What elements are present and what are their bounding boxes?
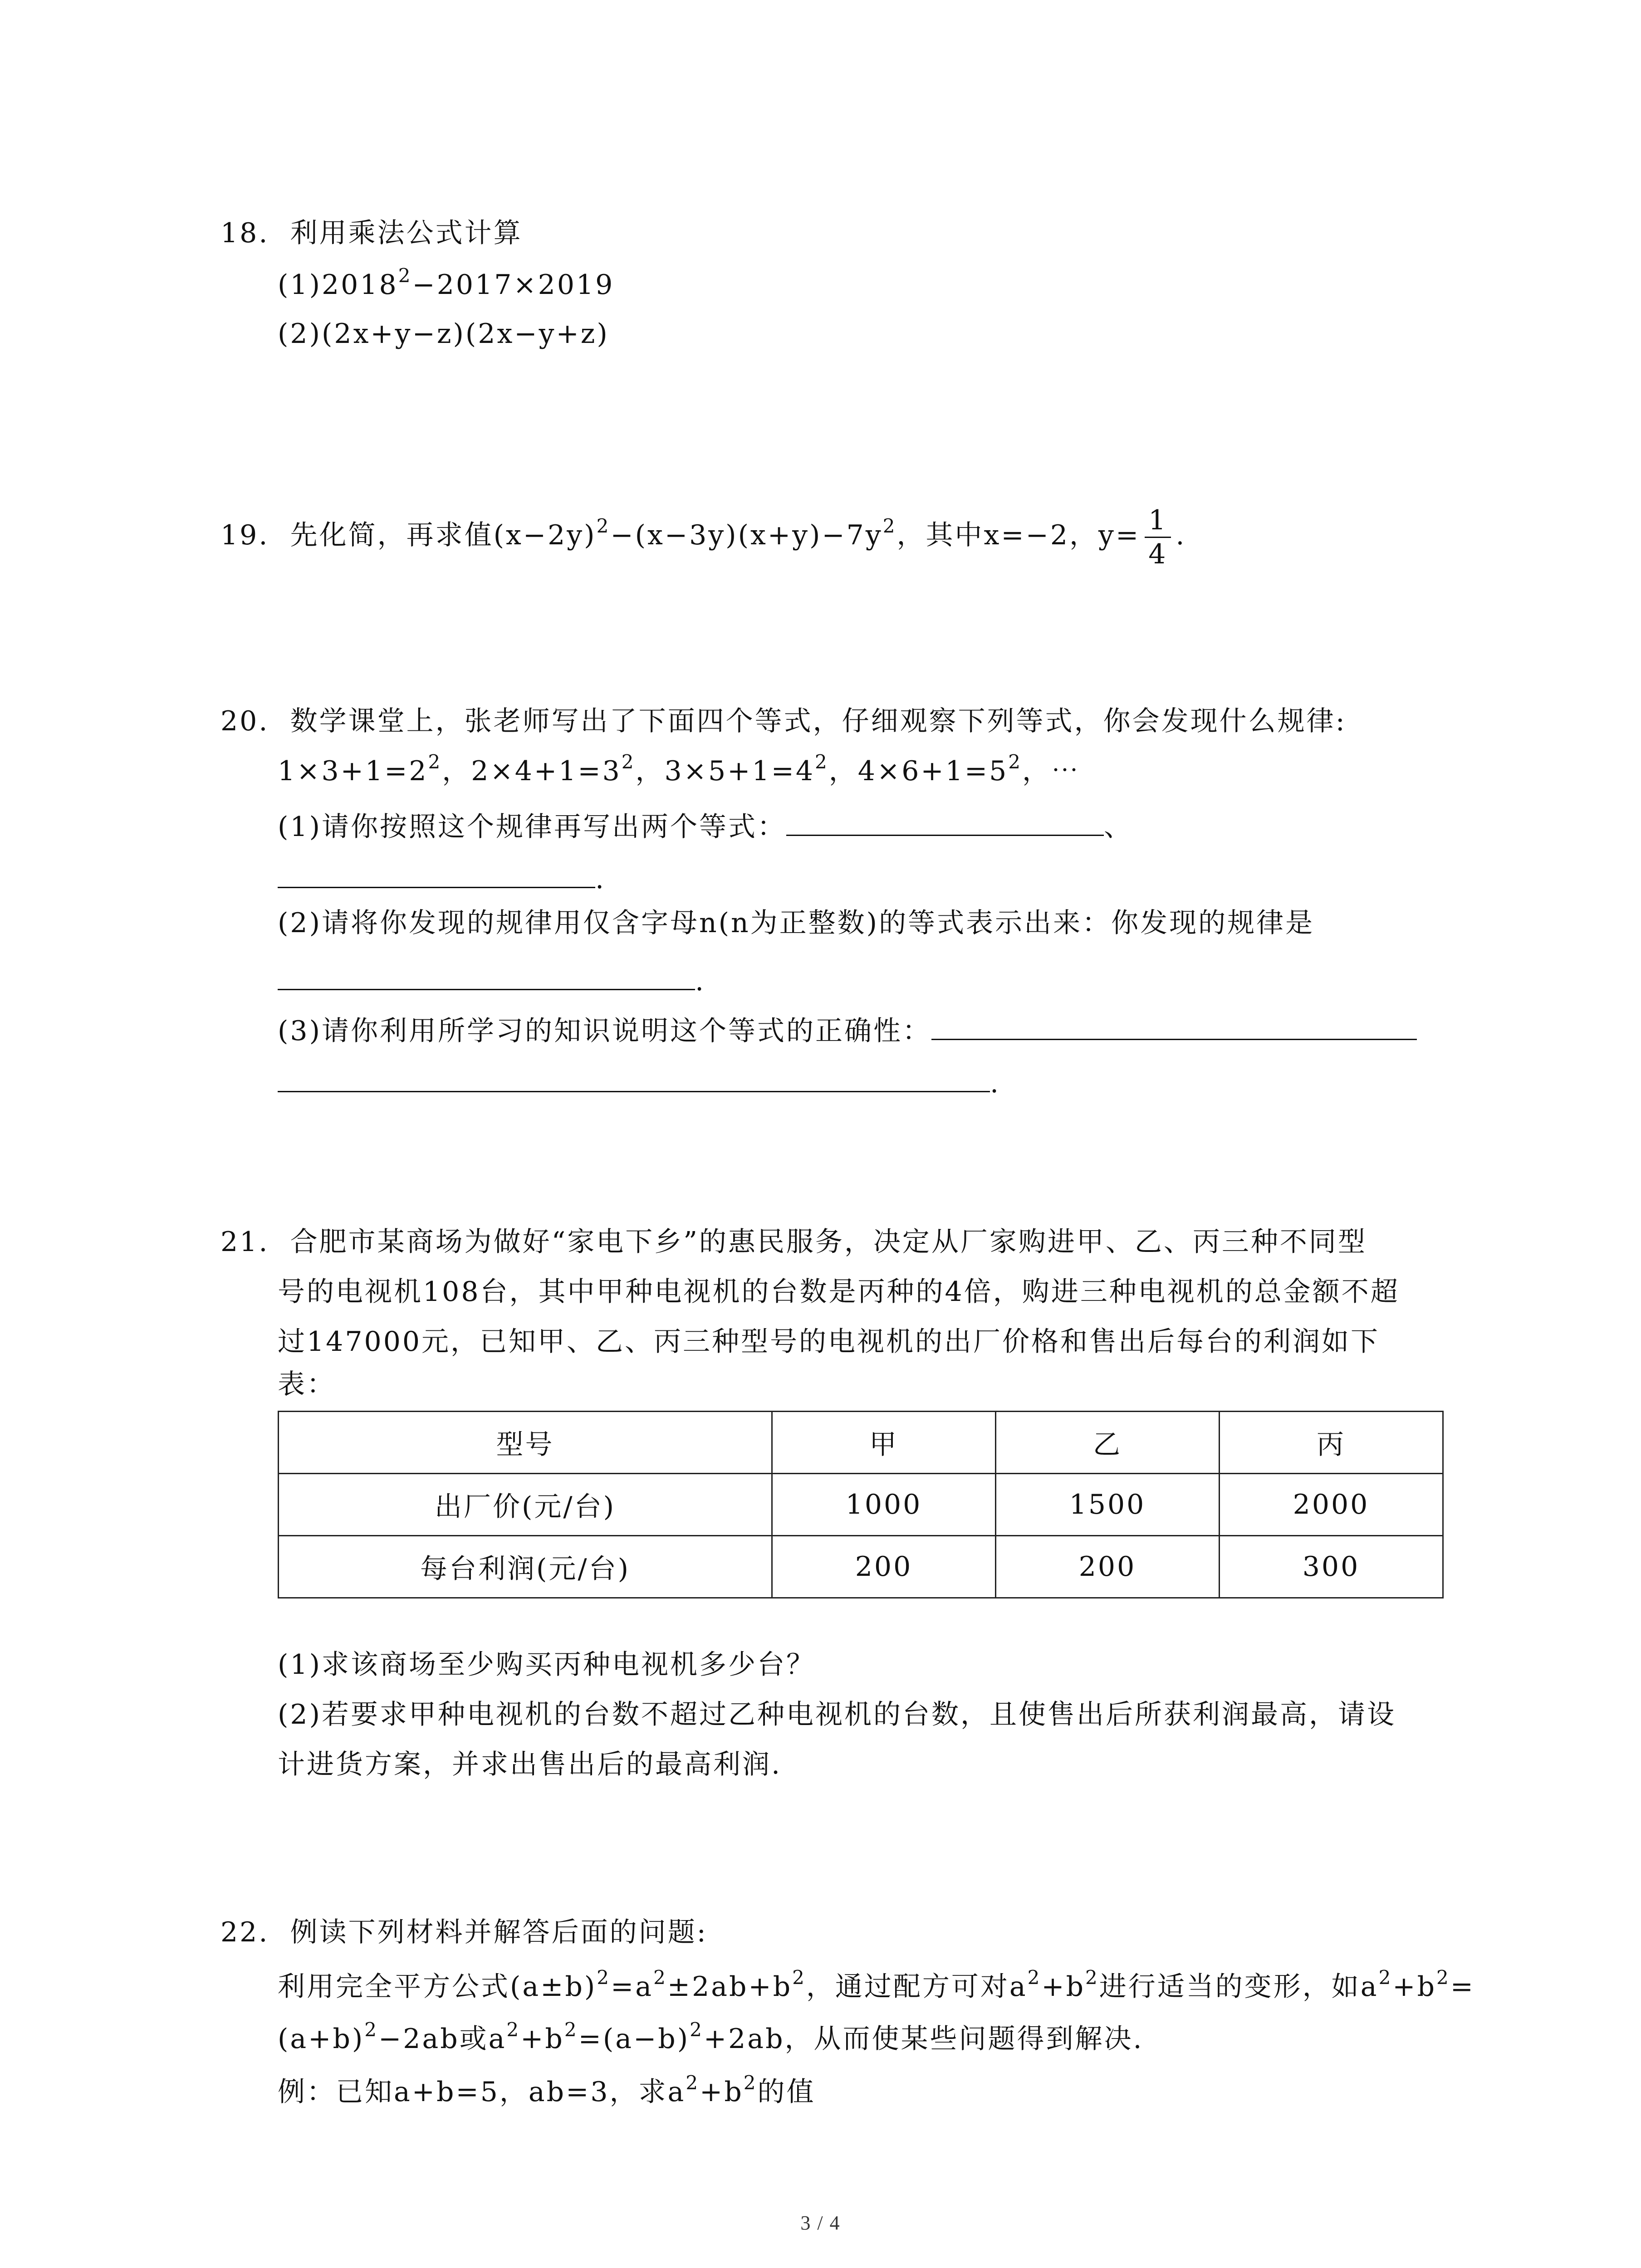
q20-intro xyxy=(220,703,1347,739)
q18-heading xyxy=(220,215,523,251)
q20-part3-blank-1[interactable] xyxy=(931,1007,1417,1040)
q21-sub-2-text: (2)若要求甲种电视机的台数不超过乙种电视机的台数，且使售出后所获利润最高，请设 xyxy=(278,1699,1396,1730)
q19-fraction xyxy=(1145,504,1171,571)
table-cell: 1500 xyxy=(996,1474,1220,1536)
table-row xyxy=(279,1536,1443,1598)
q18-part1-rest: −2017×2019 xyxy=(412,269,615,301)
q22-l1g: +b xyxy=(1392,1971,1436,2003)
q20-eq3-exp: 2 xyxy=(815,751,829,773)
q20-part1 xyxy=(278,803,1133,845)
q22-l1d: ，通过配方可对a xyxy=(806,1971,1028,2003)
q21-text-4: 表： xyxy=(278,1369,336,1400)
q21-text-2: 号的电视机108台，其中甲种电视机的台数是丙种的4倍，购进三种电视机的总金额不超 xyxy=(278,1276,1400,1308)
table-row xyxy=(279,1474,1443,1536)
q21-line-2 xyxy=(278,1274,1400,1310)
q20-eq2: ，2×4+1=3 xyxy=(442,755,622,787)
q22-heading xyxy=(220,1914,708,1950)
q20-part1-blank-2[interactable] xyxy=(278,855,595,888)
q20-part3-cont xyxy=(278,1059,1000,1101)
q22-l3b: +b xyxy=(700,2076,744,2108)
q18-title: 利用乘法公式计算 xyxy=(290,217,523,249)
q21-line-3 xyxy=(278,1324,1380,1360)
q20-eq1: 1×3+1=2 xyxy=(278,755,428,787)
q20-part2-blank[interactable] xyxy=(278,957,695,990)
table-header-jia: 甲 xyxy=(772,1412,996,1474)
q18-part1 xyxy=(278,264,615,303)
q22-l2d: =(a−b) xyxy=(578,2023,690,2055)
q21-sub-1-text: (1)求该商场至少购买丙种电视机多少台？ xyxy=(278,1649,815,1681)
q22-exp: 2 xyxy=(743,2072,758,2094)
q22-exp: 2 xyxy=(686,2072,700,2094)
q22-exp: 2 xyxy=(1027,1966,1042,1989)
q22-l1b: =a xyxy=(611,1971,654,2003)
q18-part1-exponent: 2 xyxy=(398,264,412,287)
table-header-row xyxy=(279,1412,1443,1474)
q22-exp: 2 xyxy=(364,2019,379,2041)
q21-sub-1 xyxy=(278,1647,815,1683)
q22-exp: 2 xyxy=(564,2019,578,2041)
q19-exp-2: 2 xyxy=(882,515,897,537)
q22-line-1 xyxy=(278,1966,1475,2005)
q22-line-2 xyxy=(278,2021,1144,2057)
q22-number: 22. xyxy=(220,1916,269,1948)
q20-eq4-exp: 2 xyxy=(1008,751,1022,773)
q22-line-3 xyxy=(278,2074,815,2110)
q20-equations xyxy=(278,753,1080,789)
q20-intro-text: 数学课堂上，张老师写出了下面四个等式，仔细观察下列等式，你会发现什么规律: xyxy=(290,705,1347,737)
q20-eq-ellipsis: ，⋯ xyxy=(1022,755,1080,787)
q20-number: 20. xyxy=(220,705,269,737)
q20-part1-period: . xyxy=(595,863,606,895)
q21-text-1: 合肥市某商场为做好“家电下乡”的惠民服务，决定从厂家购进甲、乙、丙三种不同型 xyxy=(290,1226,1367,1258)
q20-part2 xyxy=(278,905,1314,941)
q19-exp-1: 2 xyxy=(596,515,611,537)
q20-eq4: ，4×6+1=5 xyxy=(828,755,1009,787)
q20-part3-blank-2[interactable] xyxy=(278,1059,990,1092)
q20-part2-period: . xyxy=(695,965,706,997)
q19-text-1: 先化简，再求值(x−2y) xyxy=(290,519,597,551)
price-table xyxy=(278,1411,1444,1598)
table-cell: 300 xyxy=(1220,1536,1443,1598)
q22-l1h: = xyxy=(1450,1971,1475,2003)
q22-l2c: +b xyxy=(520,2023,564,2055)
q19-text-3: ，其中x=−2，y= xyxy=(896,519,1141,551)
q19-fraction-numerator: 1 xyxy=(1145,504,1171,538)
q22-exp: 2 xyxy=(1378,1966,1393,1989)
q20-part3-period: . xyxy=(990,1067,1001,1099)
q22-exp: 2 xyxy=(506,2019,521,2041)
q20-part2-text: (2)请将你发现的规律用仅含字母n(n为正整数)的等式表示出来：你发现的规律是 xyxy=(278,907,1315,939)
table-cell-label: 出厂价(元/台) xyxy=(279,1474,772,1536)
table-cell: 200 xyxy=(772,1536,996,1598)
q20-part2-cont xyxy=(278,957,705,999)
q22-exp: 2 xyxy=(653,1966,667,1989)
q22-exp: 2 xyxy=(792,1966,806,1989)
q19-text-4: . xyxy=(1176,519,1186,551)
q18-part2-text: (2)(2x+y−z)(2x−y+z) xyxy=(278,318,609,350)
table-header-model: 型号 xyxy=(279,1412,772,1474)
q20-eq1-exp: 2 xyxy=(428,751,442,773)
q22-l1c: ±2ab+b xyxy=(667,1971,793,2003)
table-cell: 2000 xyxy=(1220,1474,1443,1536)
q21-line-4 xyxy=(278,1366,336,1403)
q21-sub-2 xyxy=(278,1696,1396,1733)
q21-line-1 xyxy=(220,1224,1367,1260)
q22-l3a: 例：已知a+b=5，ab=3，求a xyxy=(278,2076,686,2108)
q22-l2b: −2ab或a xyxy=(378,2023,507,2055)
q22-exp: 2 xyxy=(1436,1966,1450,1989)
q18-number: 18. xyxy=(220,217,269,249)
table-cell: 200 xyxy=(996,1536,1220,1598)
q20-eq2-exp: 2 xyxy=(621,751,636,773)
q19-text-2: −(x−3y)(x+y)−7y xyxy=(610,519,883,551)
table-cell: 1000 xyxy=(772,1474,996,1536)
q22-exp: 2 xyxy=(597,1966,611,1989)
q22-l1f: 进行适当的变形，如a xyxy=(1099,1971,1379,2003)
q20-part1-text: (1)请你按照这个规律再写出两个等式： xyxy=(278,811,786,843)
q20-eq3: ，3×5+1=4 xyxy=(635,755,815,787)
q22-exp: 2 xyxy=(690,2019,704,2041)
table-header-bing: 丙 xyxy=(1220,1412,1443,1474)
q21-sub-2-cont xyxy=(278,1746,782,1783)
q21-number: 21. xyxy=(220,1226,269,1258)
q19-number: 19. xyxy=(220,519,269,551)
q22-l1a: 利用完全平方公式(a±b) xyxy=(278,1971,597,2003)
q18-part2 xyxy=(278,316,609,352)
q20-part3 xyxy=(278,1007,1417,1049)
q20-part1-cont xyxy=(278,855,606,897)
q21-text-3: 过147000元，已知甲、乙、丙三种型号的电视机的出厂价格和售出后每台的利润如下 xyxy=(278,1326,1380,1358)
q22-l3c: 的值 xyxy=(757,2076,816,2108)
table-cell-label: 每台利润(元/台) xyxy=(279,1536,772,1598)
q22-exp: 2 xyxy=(1085,1966,1099,1989)
q22-l2a: (a+b) xyxy=(278,2023,365,2055)
q21-sub-2-text-cont: 计进货方案，并求出售出后的最高利润. xyxy=(278,1749,782,1780)
q20-part1-blank-1[interactable] xyxy=(786,803,1104,836)
q19-fraction-denominator: 4 xyxy=(1148,538,1168,570)
q22-l2e: +2ab，从而使某些问题得到解决. xyxy=(703,2023,1144,2055)
q22-l1e: +b xyxy=(1041,1971,1086,2003)
table-header-yi: 乙 xyxy=(996,1412,1220,1474)
q20-part1-separator: 、 xyxy=(1104,811,1133,843)
page-number: 3 / 4 xyxy=(800,2212,841,2234)
q22-title: 例读下列材料并解答后面的问题: xyxy=(290,1916,708,1948)
q20-part3-text: (3)请你利用所学习的知识说明这个等式的正确性： xyxy=(278,1015,931,1047)
q19-statement xyxy=(220,499,1186,572)
q18-part1-text: (1)2018 xyxy=(278,269,398,301)
